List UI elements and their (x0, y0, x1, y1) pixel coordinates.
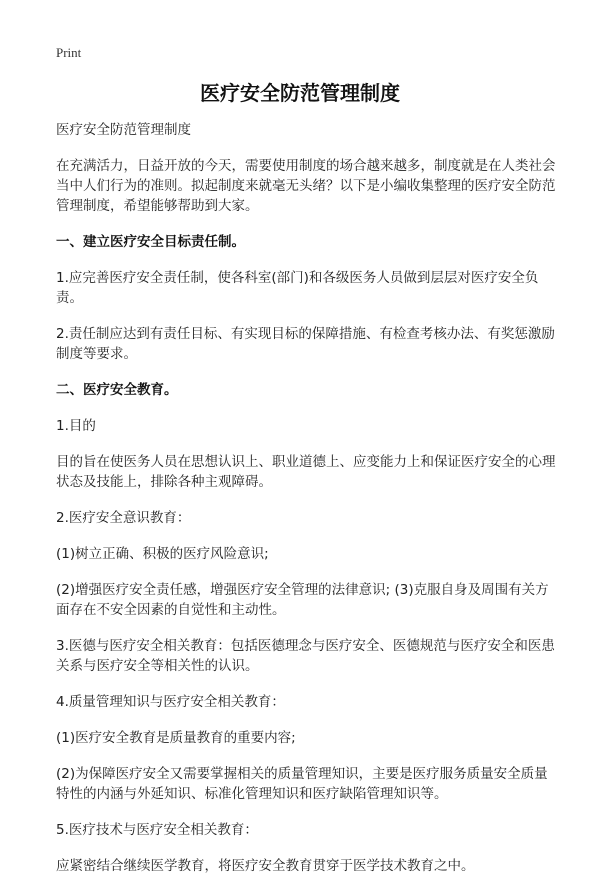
paragraph: (1)医疗安全教育是质量教育的重要内容; (56, 730, 296, 746)
paragraph: 2.责任制应达到有责任目标、有实现目标的保障措施、有检查考核办法、有奖惩激励制度等要求。 (56, 326, 555, 362)
paragraph: 3.医德与医疗安全相关教育：包括医德理念与医疗安全、医德规范与医疗安全和医患关系与医疗安全等相关性的认识。 (56, 638, 555, 674)
paragraph: 5.医疗技术与医疗安全相关教育： (56, 822, 258, 838)
section-heading-1: 一、建立医疗安全目标责任制。 (56, 234, 245, 250)
paragraph: (2)为保障医疗安全又需要掌握相关的质量管理知识，主要是医疗服务质量安全质量特性的内涵与外延知识、标准化管理知识和医疗缺陷管理知识等。 (56, 766, 548, 802)
paragraph: 应紧密结合继续医学教育，将医疗安全教育贯穿于医学技术教育之中。 (56, 858, 475, 874)
paragraph: 4.质量管理知识与医疗安全相关教育： (56, 694, 285, 710)
subtitle-paragraph: 医疗安全防范管理制度 (56, 122, 191, 138)
print-link[interactable]: Print (56, 45, 82, 60)
document-body (56, 120, 556, 892)
paragraph: 目的旨在使医务人员在思想认识上、职业道德上、应变能力上和保证医疗安全的心理状态及技能上，排除各种主观障碍。 (56, 454, 556, 490)
document-title: 医疗安全防范管理制度 (200, 81, 400, 105)
section-heading-2: 二、医疗安全教育。 (56, 382, 178, 398)
paragraph: 1.目的 (56, 418, 96, 434)
paragraph: 2.医疗安全意识教育： (56, 510, 191, 526)
intro-paragraph: 在充满活力，日益开放的今天，需要使用制度的场合越来越多，制度就是在人类社会当中人们行为的准则。拟起制度来就毫无头绪？以下是小编收集整理的医疗安全防范管理制度，希望能够帮助到大家。 (56, 158, 556, 214)
paragraph: (2)增强医疗安全责任感，增强医疗安全管理的法律意识; (3)克服自身及周围有关方面存在不安全因素的自觉性和主动性。 (56, 582, 549, 618)
paragraph: (1)树立正确、积极的医疗风险意识; (56, 546, 269, 562)
paragraph: 1.应完善医疗安全责任制，使各科室(部门)和各级医务人员做到层层对医疗安全负责。 (56, 270, 539, 306)
